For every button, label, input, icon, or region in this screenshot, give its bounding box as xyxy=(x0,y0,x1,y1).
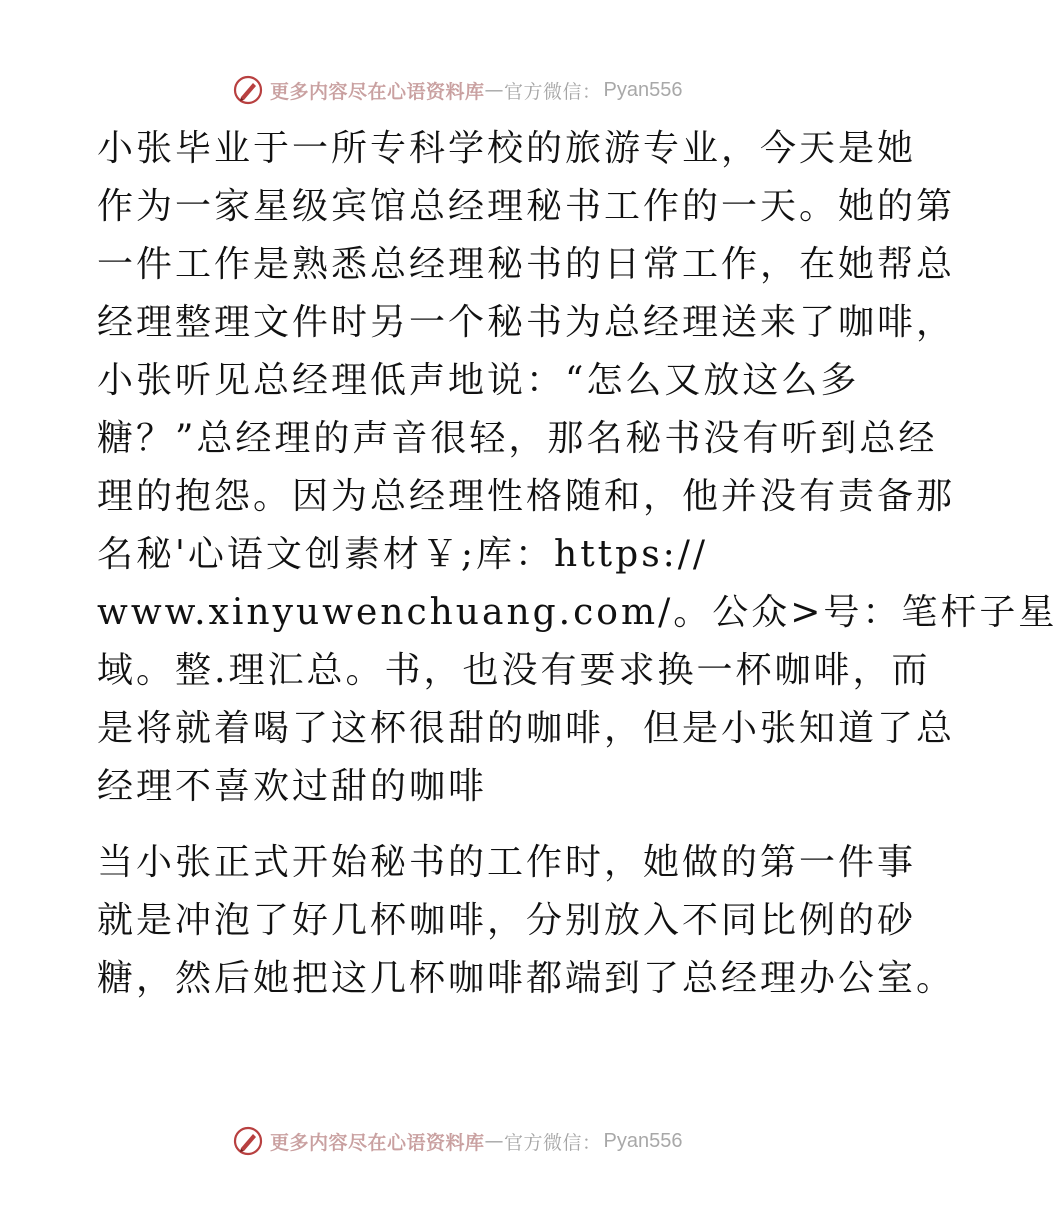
pen-logo-icon xyxy=(232,1125,264,1157)
text-line: 名秘'心语文创素材￥;库：https:// xyxy=(97,534,709,575)
watermark-brand: 更多内容尽在心语资料库 xyxy=(270,1131,485,1154)
paragraph-2 xyxy=(97,834,956,1008)
text-line: 小张毕业于一所专科学校的旅游专业，今天是她 xyxy=(97,128,917,169)
watermark-wechat-label: 官方微信： xyxy=(504,80,602,103)
text-line: 经理整理文件时另一个秘书为总经理送来了咖啡， xyxy=(97,302,956,343)
text-line: 小张听见总经理低声地说：“怎么又放这么多 xyxy=(97,360,860,401)
watermark-dash: — xyxy=(484,79,505,101)
text-line: www.xinyuwenchuang.com/。公众>号：笔杆子星 xyxy=(97,592,1057,633)
text-line: 一件工作是熟悉总经理秘书的日常工作，在她帮总 xyxy=(97,244,956,285)
paragraph-1 xyxy=(97,120,1057,816)
watermark-dash: — xyxy=(484,1130,505,1152)
text-line: 是将就着喝了这杯很甜的咖啡，但是小张知道了总 xyxy=(97,708,956,749)
text-line: 糖？”总经理的声音很轻，那名秘书没有听到总经 xyxy=(97,418,938,459)
header-watermark xyxy=(232,73,683,107)
text-line: 经理不喜欢过甜的咖啡 xyxy=(97,766,488,807)
watermark-brand: 更多内容尽在心语资料库 xyxy=(270,80,485,103)
footer-watermark xyxy=(232,1124,683,1158)
text-line: 就是冲泡了好几杯咖啡，分别放入不同比例的砂 xyxy=(97,900,917,941)
watermark-wechat-label: 官方微信： xyxy=(504,1131,602,1154)
text-line: 糖，然后她把这几杯咖啡都端到了总经理办公室。 xyxy=(97,958,956,999)
text-line: 理的抱怨。因为总经理性格随和，他并没有责备那 xyxy=(97,476,956,517)
watermark-wechat-id: Pyan556 xyxy=(603,78,683,101)
text-line: 作为一家星级宾馆总经理秘书工作的一天。她的第 xyxy=(97,186,956,227)
pen-logo-icon xyxy=(232,74,264,106)
watermark-wechat-id: Pyan556 xyxy=(603,1129,683,1152)
text-line: 域。整.理汇总。书，也没有要求换一杯咖啡，而 xyxy=(97,650,931,691)
text-line: 当小张正式开始秘书的工作时，她做的第一件事 xyxy=(97,842,917,883)
